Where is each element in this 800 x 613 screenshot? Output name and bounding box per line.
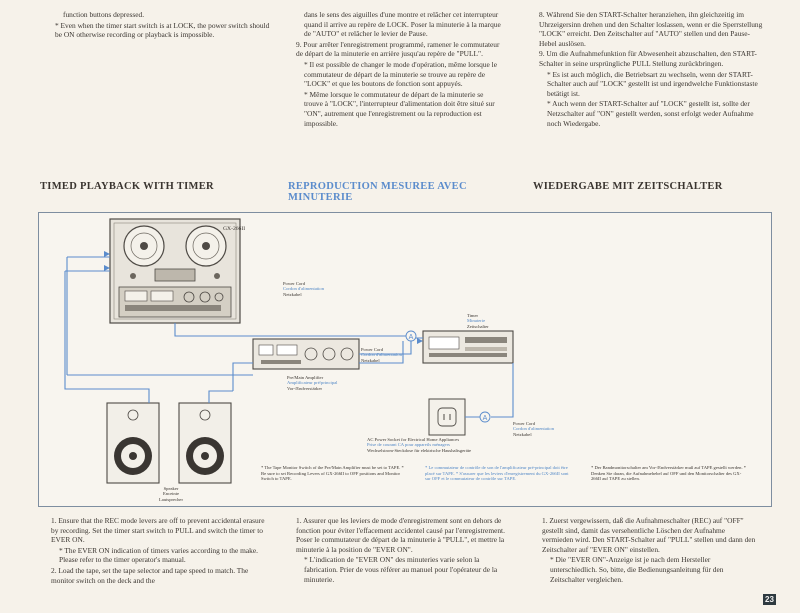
power-cord-amp-caption xyxy=(361,347,402,363)
note-german: * Der Bandmonitorschalter am Vor-/Endverstärker muß auf TAPE gestellt werden. * Denken Sie daran, die Aufnahmehebel auf OFF und den Monitorschalter des GX-266II auf TAPE zu stellen. xyxy=(591,465,747,481)
caption-en: Timer xyxy=(467,313,479,318)
timer-caption xyxy=(467,313,489,329)
caption-en: Power Cord xyxy=(283,281,306,286)
paragraph: function buttons depressed. xyxy=(63,10,145,19)
paragraph: 8. Während Sie den START-Schalter heranziehen, ihn gleichzeitig im Uhrzeigersinn drehen und den Schalter loslassen, wenn er die Sperrstellung "LOCK" erreicht. Den Zeitschalter auf "AUTO" stellen und den Pause-Hebel auslösen. xyxy=(539,10,763,48)
bottom-text-english xyxy=(41,516,269,586)
speaker-right-illustration xyxy=(179,403,231,483)
caption-en: Pre/Main Amplifier xyxy=(287,375,324,380)
caption-de: Netzkabel xyxy=(513,431,532,437)
paragraph: * Il est possible de changer le mode d'opération, même lorsque le commutateur de départ de la minuterie se trouve au repère de "LOCK" et que les boutons de fonction sont appuyés. xyxy=(304,59,498,89)
marker-a-1-label: A xyxy=(408,334,414,341)
heading-french xyxy=(288,181,467,203)
timer-illustration xyxy=(423,331,513,363)
connection-diagram xyxy=(38,212,772,507)
caption-de: Netzkabel xyxy=(283,291,302,297)
power-cord-timer-caption xyxy=(513,421,554,437)
amplifier-caption xyxy=(287,375,337,391)
speaker-caption xyxy=(159,486,183,502)
paragraph: 1. Zuerst vergewissern, daß die Aufnahmeschalter (REC) auf "OFF" gestellt sind, damit das versehentliche Löschen der Aufnahme vermieden wird. Den START-Schalter auf "PULL" stellen und dann den Zeitschalter auf "EVER ON" einstellen. xyxy=(542,516,756,554)
caption-de: Wechselstrom-Steckdose für elektrische Haushaltsgeräte xyxy=(367,447,472,453)
paragraph: * Even when the timer start switch is at LOCK, the power switch should be ON otherwise recording or playback is impossible. xyxy=(55,20,270,40)
tape-deck-illustration xyxy=(110,219,240,323)
paragraph: * L'indication de "EVER ON" des minuteries varie selon la fabrication. Prier de vous référer au manuel pour l'opérateur de la minuterie. xyxy=(304,555,498,584)
paragraph: * Même lorsque le commutateur de départ de la minuterie se trouve à "LOCK", l'interrupteur d'alimentation doit être situé sur "ON", autrement que l'enregistrement ou la reproduction est impossible. xyxy=(304,89,495,128)
caption-fr: Minuterie xyxy=(467,318,486,324)
caption-fr: Cordon d'alimentation xyxy=(283,286,325,292)
paragraph: * Es ist auch möglich, die Betriebsart zu wechseln, wenn der START-Schalter auch auf "LOCK" gestellt ist und irgendwelche Funktionstaste betätigt ist. xyxy=(547,69,758,98)
caption-fr: Prise de courant CA pour appareils ménagers xyxy=(367,442,450,448)
caption-fr: Amplificateur pré/principal xyxy=(287,380,338,386)
caption-de: Zeitschalter xyxy=(467,323,489,329)
power-outlet-illustration xyxy=(429,399,465,435)
power-cord-deck-caption xyxy=(283,281,324,297)
caption-en: Power Cord xyxy=(361,347,384,352)
paragraph: 1. Assurer que les leviers de mode d'enregistrement sont en dehors de fonction pour éviter l'effacement accidentel causé par l'enregistrement. Poser le commutateur de départ de la minuterie à "PULL", et mettre la minuterie à la position de "EVER ON". xyxy=(296,516,505,554)
deck-model-label: GX-266II xyxy=(223,226,246,232)
caption-en: Power Cord xyxy=(513,421,536,426)
caption-en: Speaker xyxy=(163,486,179,491)
caption-de: Netzkabel xyxy=(361,357,380,363)
speaker-left-illustration xyxy=(107,403,159,483)
caption-de: Vor-/Endverstärker xyxy=(287,385,323,391)
bottom-text-german xyxy=(532,516,758,585)
top-text-french xyxy=(286,10,502,129)
bottom-text-french xyxy=(286,516,508,585)
paragraph: 1. Ensure that the REC mode levers are off to prevent accidental erasure by recording. Set the timer start switch to PULL and switch the timer to EVER ON. xyxy=(51,516,265,545)
amplifier-illustration xyxy=(253,339,359,369)
heading-french-line2: MINUTERIE xyxy=(288,192,353,203)
paragraph: * The EVER ON indication of timers varies according to the make. Please refer to the timer operator's manual. xyxy=(59,545,258,565)
top-text-german xyxy=(529,10,764,129)
paragraph: * Die "EVER ON"-Anzeige ist je nach dem Hersteller unterschiedlich. So, bitte, die Bedienungsanleitung für den Zeitschalter vergleichen. xyxy=(550,555,724,584)
paragraph: dans le sens des aiguilles d'une montre et relâcher cet interrupteur quand il arrive au repère de LOCK. Poser la minuterie à la marque de "AUTO" et relâcher le levier de Pause. xyxy=(304,10,501,39)
note-french: * Le commutateur de contrôle de son de l'amplificateur pré-principal doit être placé sur TAPE. * S'assurer que les leviers d'enregistrement du GX-266II sont sur OFF et le commutateur de contrôle sur TAPE. xyxy=(425,465,569,481)
diagram-drawing xyxy=(39,213,771,506)
page-number: 23 xyxy=(763,594,776,605)
top-text-english xyxy=(45,10,270,41)
paragraph: 9. Um die Aufnahmefunktion für Abwesenheit abzuschalten, den START-Schalter in seine ursprüngliche PULL Stellung zurückbringen. xyxy=(539,49,757,68)
heading-english: TIMED PLAYBACK WITH TIMER xyxy=(40,181,214,192)
outlet-caption xyxy=(367,437,567,453)
note-english: * The Tape Monitor Switch of the Pre/Main Amplifier must be set to TAPE. * Be sure to set Recording Levers of GX-266II to OFF positions and Monitor Switch to TAPE. xyxy=(261,465,404,481)
caption-de: Lautsprecher xyxy=(159,496,183,502)
paragraph: 2. Load the tape, set the tape selector and tape speed to match. The monitor switch on the deck and the xyxy=(51,565,249,585)
heading-french-line1: REPRODUCTION MESUREE AVEC xyxy=(288,181,467,192)
caption-fr: Cordon d'alimentation xyxy=(513,426,555,432)
caption-fr: Enceinte xyxy=(162,491,180,497)
caption-en: AC Power Socket for Electrical Home Appliances xyxy=(367,437,460,442)
paragraph: 9. Pour arrêter l'enregistrement programmé, ramener le commutateur de départ de la minuterie en arrière jusqu'au repère de "PULL". xyxy=(296,39,500,59)
marker-a-2-label: A xyxy=(482,415,488,422)
heading-german: WIEDERGABE MIT ZEITSCHALTER xyxy=(533,181,723,192)
paragraph: * Auch wenn der START-Schalter auf "LOCK" gestellt ist, sollte der Netzschalter auf "ON" gestellt werden, sonst erfolgt weder Aufnahme noch Wiedergabe. xyxy=(547,99,754,128)
caption-fr: Cordon d'alimentation xyxy=(361,352,403,358)
